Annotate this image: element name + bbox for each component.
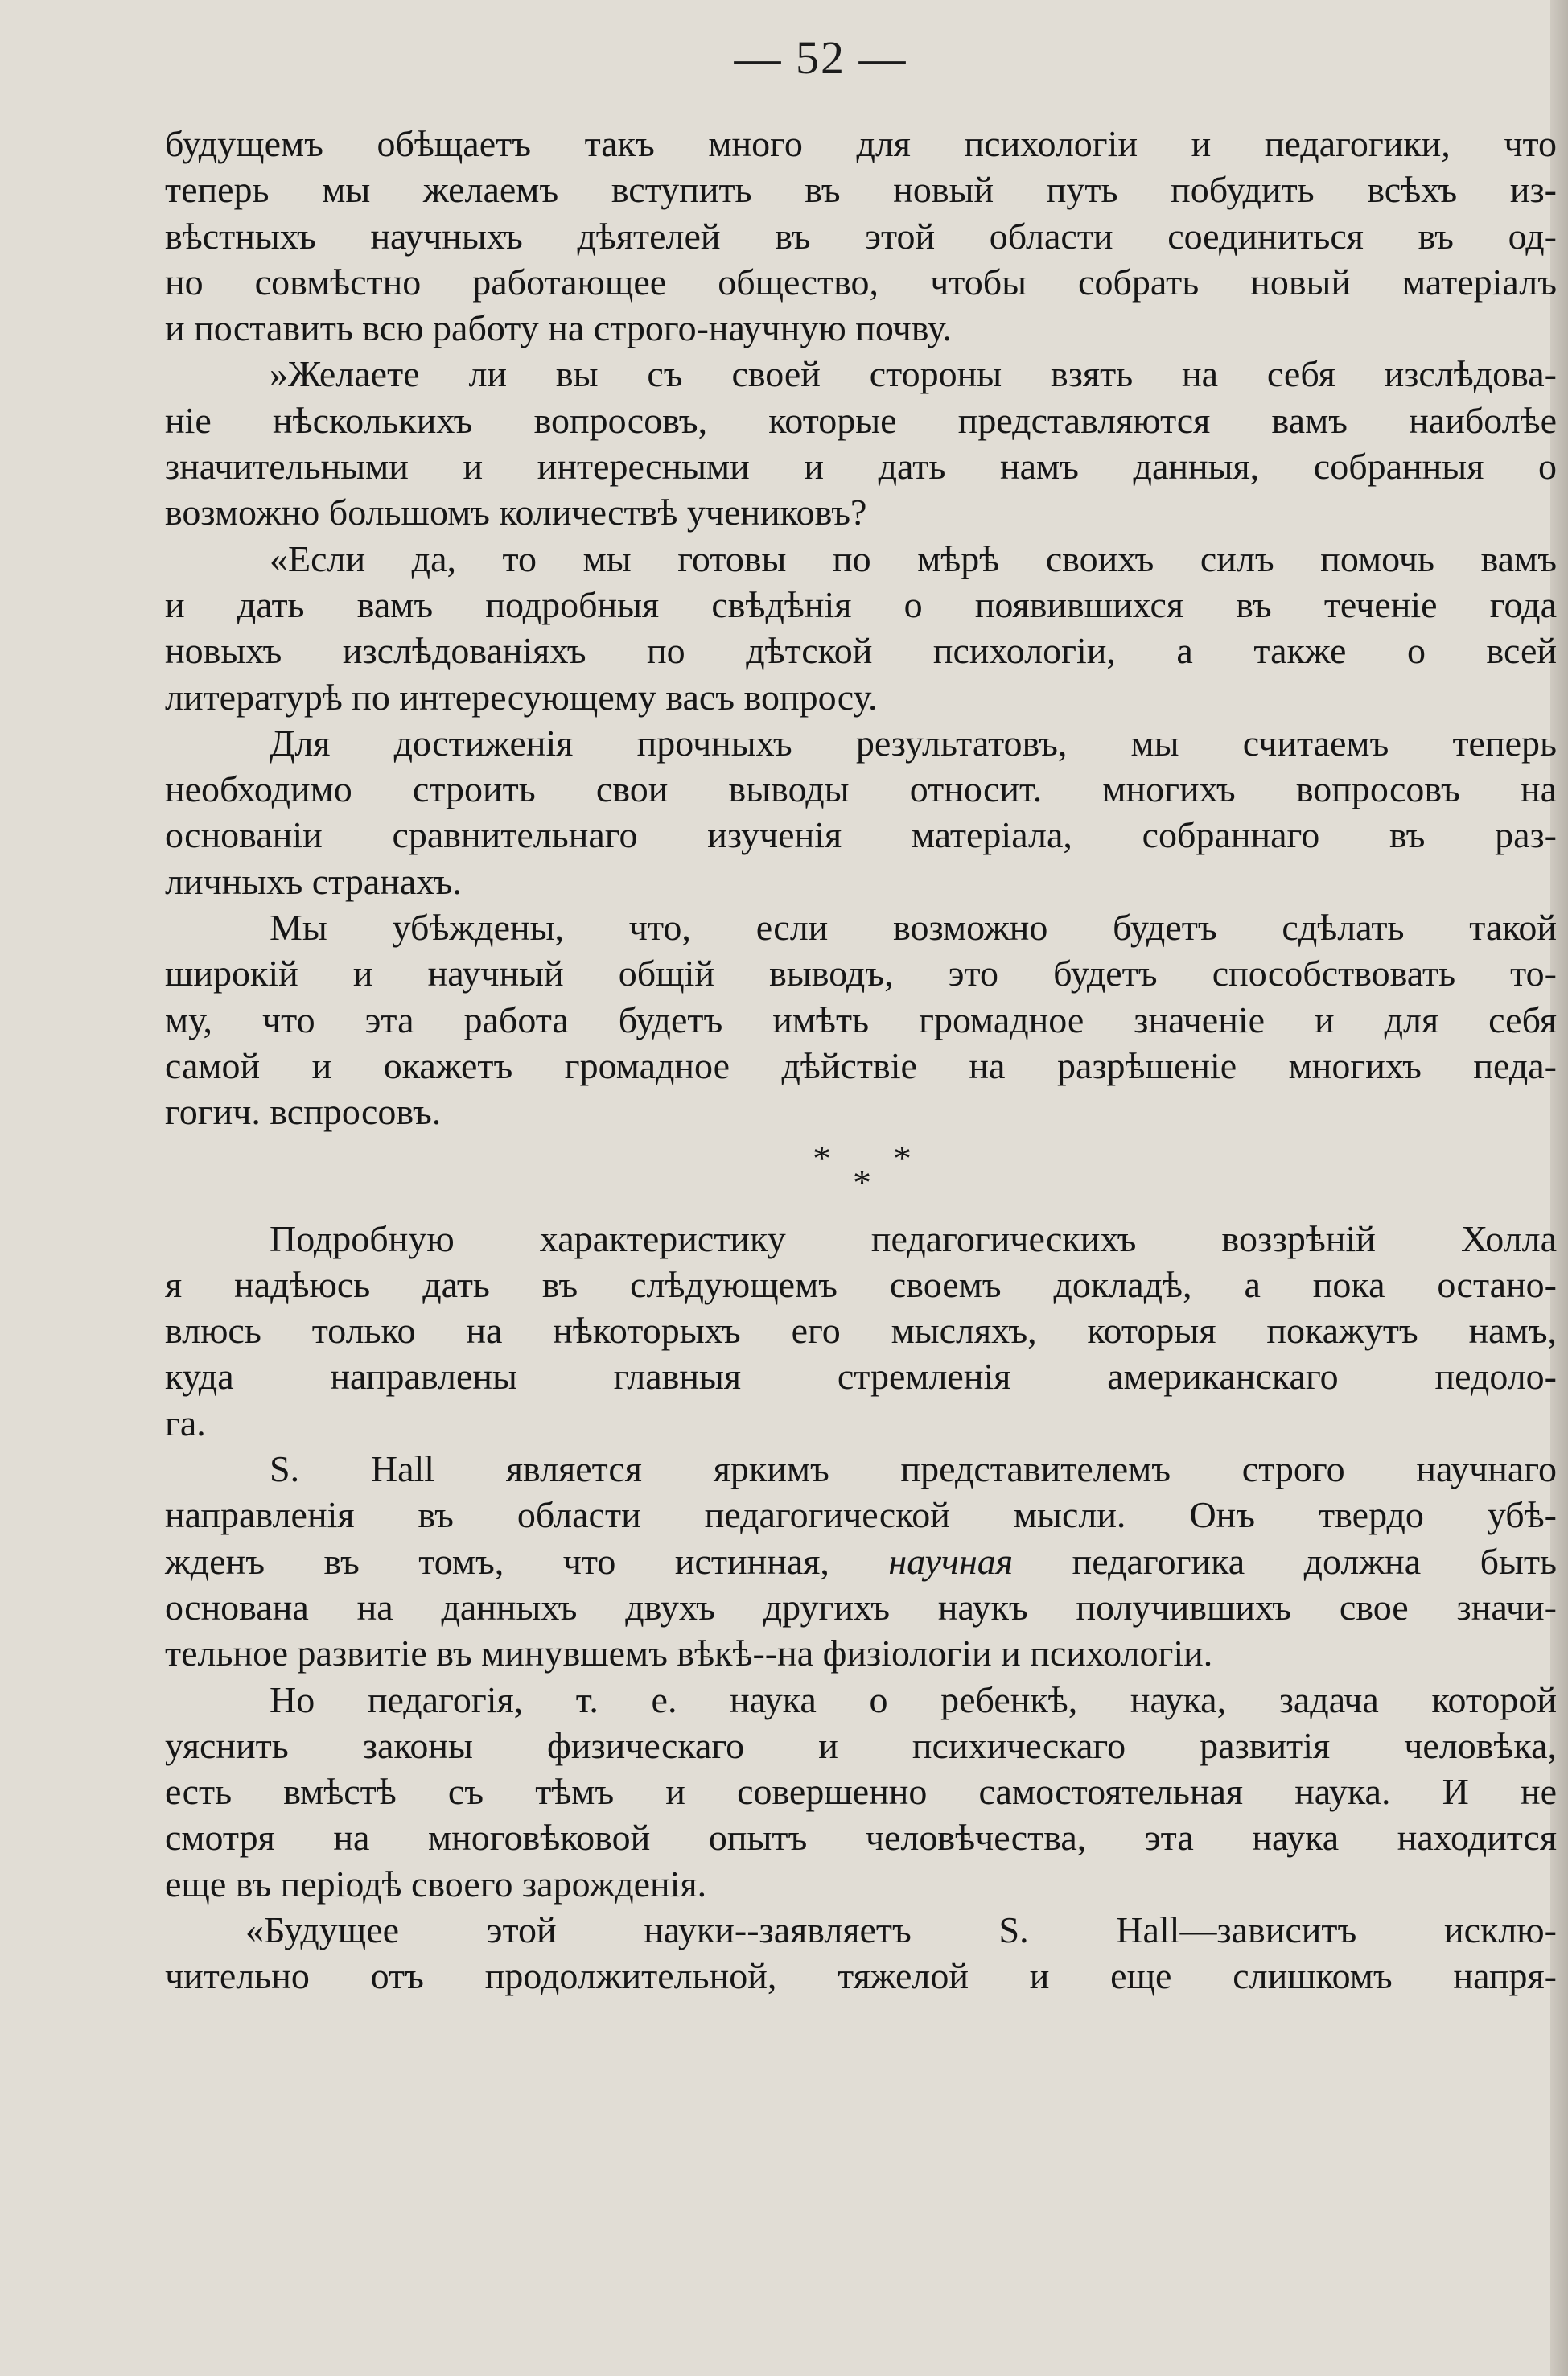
- text-line: гогич. вспросовъ.: [165, 1091, 442, 1133]
- text-line: самой и окажетъ громадное дѣйствіе на разрѣшеніе многихъ педа-: [165, 1044, 1557, 1086]
- text-line: я надѣюсь дать въ слѣдующемъ своемъ докладѣ, а пока остано-: [165, 1263, 1557, 1305]
- text-line: куда направлены главныя стремленія американскаго педоло-: [165, 1356, 1557, 1398]
- text-line: теперь мы желаемъ вступить въ новый путь побудить всѣхъ из-: [165, 169, 1557, 211]
- paragraph: [165, 904, 1557, 1134]
- text-line: чительно отъ продолжительной, тяжелой и еще слишкомъ напря-: [165, 1955, 1557, 1997]
- text-line: значительными и интересными и дать намъ данныя, собранныя о: [165, 446, 1557, 488]
- text-line: основана на данныхъ двухъ другихъ наукъ получившихъ свое значи-: [165, 1586, 1557, 1628]
- text-line: влюсь только на нѣкоторыхъ его мысляхъ, которыя покажутъ намъ,: [165, 1310, 1557, 1352]
- text-line: возможно большомъ количествѣ учениковъ?: [165, 492, 867, 533]
- text-line: основаніи сравнительнаго изученія матеріала, собраннаго въ раз-: [165, 814, 1557, 856]
- text-line: Мы убѣждены, что, если возможно будетъ сдѣлать такой: [270, 907, 1557, 949]
- text-line: «Если да, то мы готовы по мѣрѣ своихъ силъ помочь вамъ: [270, 537, 1557, 579]
- section-break-asterism: [165, 1135, 1557, 1216]
- text-line: новыхъ изслѣдованіяхъ по дѣтской психологіи, а также о всей: [165, 630, 1557, 672]
- paragraph: [165, 1216, 1557, 1446]
- text-line: будущемъ обѣщаетъ такъ много для психологіи и педагогики, что: [165, 123, 1557, 164]
- text-line: [165, 1538, 1557, 1584]
- body-text: [165, 121, 1557, 1999]
- text-line: и дать вамъ подробныя свѣдѣнія о появившихся въ теченіе года: [165, 583, 1557, 625]
- text-line: му, что эта работа будетъ имѣть громадное значеніе и для себя: [165, 999, 1557, 1040]
- text-line: »Желаете ли вы съ своей стороны взять на себя изслѣдова-: [270, 353, 1557, 395]
- text-line: и поставить всю работу на строго-научную почву.: [165, 307, 952, 349]
- text-line: направленія въ области педагогической мысли. Онъ твердо убѣ-: [165, 1494, 1557, 1536]
- text-line: га.: [165, 1402, 206, 1443]
- text-line: Но педагогія, т. е. наука о ребенкѣ, наука, задача которой: [270, 1678, 1557, 1720]
- text-line: уяснить законы физическаго и психическаго развитія человѣка,: [165, 1724, 1557, 1766]
- text-fragment: жденъ въ томъ, что истинная,: [165, 1540, 829, 1582]
- text-line: Подробную характеристику педагогическихъ воззрѣній Холла: [270, 1217, 1557, 1259]
- paragraph: [165, 720, 1557, 904]
- asterisk: *: [853, 1161, 871, 1203]
- text-line: необходимо строить свои выводы относит. многихъ вопросовъ на: [165, 768, 1557, 810]
- text-line: ніе нѣсколькихъ вопросовъ, которые представляются вамъ наиболѣе: [165, 399, 1557, 441]
- text-line: смотря на многовѣковой опытъ человѣчества, эта наука находится: [165, 1817, 1557, 1859]
- asterisk: *: [893, 1137, 912, 1179]
- text-line: литературѣ по интересующему васъ вопросу.: [165, 676, 878, 718]
- text-line: личныхъ странахъ.: [165, 860, 462, 902]
- italic-emphasis: научная: [888, 1540, 1014, 1582]
- text-line: есть вмѣстѣ съ тѣмъ и совершенно самостоятельная наука. И не: [165, 1771, 1557, 1813]
- text-line: S. Hall является яркимъ представителемъ строго научнаго: [270, 1448, 1557, 1490]
- paragraph: [165, 351, 1557, 535]
- text-line: вѣстныхъ научныхъ дѣятелей въ этой области соединиться въ од-: [165, 215, 1557, 257]
- text-line: тельное развитіе въ минувшемъ вѣкѣ--на физіологіи и психологіи.: [165, 1633, 1213, 1674]
- text-fragment: педагогика должна быть: [1072, 1540, 1558, 1582]
- text-line: широкій и научный общій выводъ, это будетъ способствовать то-: [165, 953, 1557, 994]
- paragraph: [165, 1907, 1557, 1999]
- text-line: Для достиженія прочныхъ результатовъ, мы считаемъ теперь: [270, 722, 1557, 764]
- asterisk: *: [813, 1137, 831, 1179]
- text-line: еще въ періодѣ своего зарожденія.: [165, 1863, 707, 1905]
- page-number: — 52 —: [734, 31, 907, 84]
- paragraph: [165, 536, 1557, 720]
- paragraph: [165, 121, 1557, 351]
- text-line: «Будущее этой науки--заявляетъ S. Hall—зависитъ исклю-: [245, 1909, 1557, 1950]
- paragraph: [165, 1446, 1557, 1676]
- text-line: но совмѣстно работающее общество, чтобы собрать новый матеріалъ: [165, 261, 1557, 303]
- paragraph: [165, 1677, 1557, 1907]
